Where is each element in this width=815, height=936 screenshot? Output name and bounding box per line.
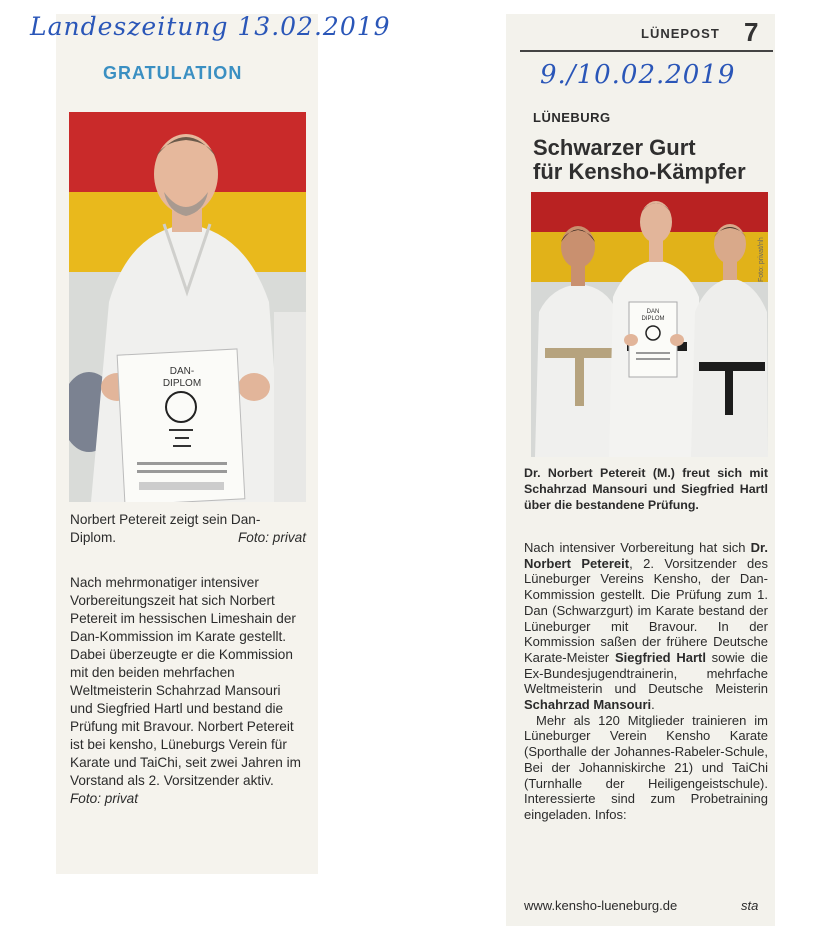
left-caption <box>70 511 306 547</box>
headline-line-1: Schwarzer Gurt <box>533 135 696 160</box>
left-body-text: Nach mehrmonatiger intensiver Vorbereitungszeit hat sich Norbert Petereit im hessischen Limeshain der Dan-Kommission im Karate gestellt. Dabei überzeugte er die Kommission mit den beiden mehrfachen Weltmeisterin Schahrzad Mansouri und Siegfried Hartl und bestand die Prüfung mit Bravour. Norbert Petereit ist bei kensho, Lüneburgs Verein für Karate und TaiChi, seit zwei Jahren im Vorstand als 2. Vorsitzender aktiv. <box>70 575 301 788</box>
right-body-paragraph-2: Mehr als 120 Mitglieder trainieren im Lüneburger Verein Kensho Karate (Sporthalle der Johannes-Rabeler-Schule, Bei der Johanniskirche 21) und TaiChi (Turnhalle der Heiligengeistschule). Interessierte sind zum Probetraining eingeladen. Infos: <box>524 712 768 822</box>
p1-text-b: , 2. Vorsitzender des Lüneburger Vereins Kensho, der Dan-Kommission gestellt. Die Prüfung zum 1. Dan (Schwarzgurt) im Karate bestand der Lüneburger mit Bravour. In der Kommission saßen der frühere Deutsche Karate-Meister <box>524 555 768 665</box>
left-photo-image <box>69 112 306 502</box>
right-cert-title-1: DAN <box>646 309 660 315</box>
rubric: LÜNEBURG <box>533 110 611 125</box>
headline <box>533 136 773 184</box>
kicker-gratulation: GRATULATION <box>103 63 243 83</box>
left-body <box>70 574 306 808</box>
p1-name-petereit: Dr. Norbert Petereit <box>524 540 768 571</box>
handwritten-date-note: 9./10.02.2019 <box>540 60 736 90</box>
left-cert-title-1: DAN- <box>169 366 195 377</box>
handwritten-source-note: Landeszeitung 13.02.2019 <box>30 12 391 41</box>
masthead-rule <box>520 50 773 52</box>
footer-url: www.kensho-lueneburg.de <box>524 898 678 913</box>
p1-text-c: sowie die Ex-Bundesjugendtrainerin, mehrfache Weltmeisterin und Deutsche Meisterin <box>524 649 768 697</box>
left-cert-title-2: DIPLOM <box>162 378 202 389</box>
right-body <box>524 540 768 823</box>
p1-name-hartl: Siegfried Hartl <box>614 649 706 665</box>
left-caption-text: Norbert Petereit zeigt sein Dan-Diplom. <box>70 512 261 545</box>
right-cert-title-2: DIPLOM <box>641 316 665 322</box>
right-photo-image <box>531 192 768 457</box>
p1-text-d: . <box>651 697 655 713</box>
p1-text-a: Nach intensiver Vorbereitung hat sich <box>524 540 751 555</box>
right-body-paragraph-1 <box>524 540 768 713</box>
right-photo-credit: Foto: privat/nh <box>758 237 765 282</box>
left-body-credit: Foto: privat <box>70 791 138 806</box>
p1-name-mansouri: Schahrzad Mansouri <box>524 697 652 713</box>
right-caption: Dr. Norbert Petereit (M.) freut sich mit Schahrzad Mansouri und Siegfried Hartl über die bestandene Prüfung. <box>524 466 768 512</box>
left-photo <box>69 112 306 502</box>
right-photo <box>531 192 768 457</box>
page-number: 7 <box>744 17 759 47</box>
left-caption-credit: Foto: privat <box>238 530 306 545</box>
masthead: LÜNEPOST <box>641 26 720 41</box>
headline-line-2: für Kensho-Kämpfer <box>533 159 746 184</box>
footer-author: sta <box>741 898 759 913</box>
